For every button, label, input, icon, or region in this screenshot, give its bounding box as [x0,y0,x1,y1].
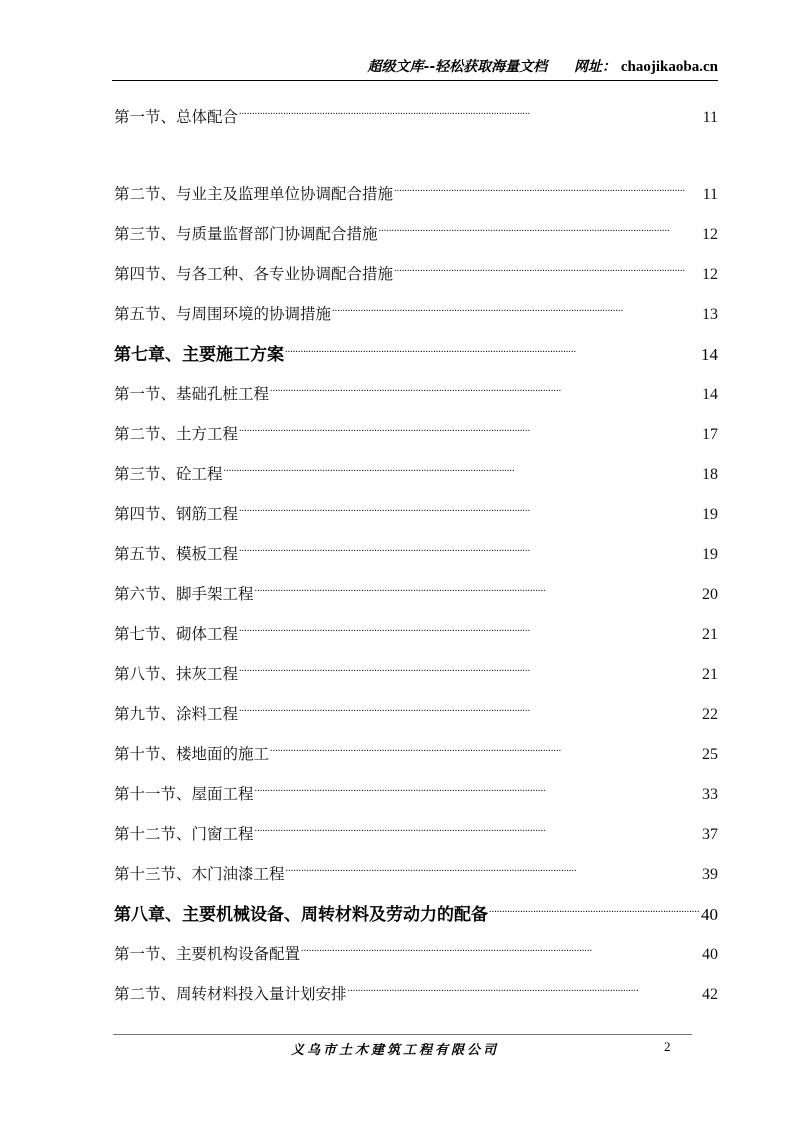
toc-chapter-entry[interactable] [114,334,718,365]
toc-entry-page: 21 [702,626,718,643]
toc-entry-title: 第五节、模板工程 [114,545,239,563]
toc-entry[interactable] [114,373,718,403]
toc-entry[interactable] [114,933,718,963]
toc-entry-page: 37 [702,826,718,843]
toc-entry-title: 第十节、楼地面的施工 [114,745,270,763]
toc-entry-page: 40 [702,946,718,963]
toc-entry-title: 第二节、与业主及监理单位协调配合措施 [114,185,394,203]
dot-leader [239,653,701,679]
dot-leader [239,533,701,559]
toc-entry[interactable] [114,96,718,126]
toc-entry[interactable] [114,653,718,683]
toc-entry-title: 第八节、抹灰工程 [114,665,239,683]
toc-chapter-entry[interactable] [114,894,718,925]
toc-entry-page: 40 [701,905,718,924]
toc-entry[interactable] [114,453,718,483]
toc-entry-page: 11 [702,186,718,203]
header-rule [112,80,718,81]
toc-entry-title: 第二节、周转材料投入量计划安排 [114,985,347,1003]
toc-entry[interactable] [114,773,718,803]
toc-entry[interactable] [114,573,718,603]
dot-leader [270,373,701,399]
toc-entry-title: 第七节、砌体工程 [114,625,239,643]
dot-leader [379,213,701,239]
toc-entry-title: 第一节、主要机构设备配置 [114,945,301,963]
toc-entry[interactable] [114,733,718,763]
toc-entry-title: 第十一节、屋面工程 [114,785,254,803]
dot-leader [348,973,701,999]
toc-entry[interactable] [114,973,718,1003]
dot-leader [394,173,702,199]
footer-page-number: 2 [664,1039,671,1054]
dot-leader [285,334,700,360]
toc-entry-title: 第四节、与各工种、各专业协调配合措施 [114,265,394,283]
toc-entry[interactable] [114,613,718,643]
toc-entry-page: 12 [702,266,718,283]
toc-entry-page: 19 [702,546,718,563]
toc-entry-title: 第十三节、木门油漆工程 [114,865,285,883]
dot-leader [239,96,702,122]
toc-entry-page: 13 [702,306,718,323]
toc-entry-page: 42 [702,986,718,1003]
toc-entry-title: 第一节、基础孔桩工程 [114,385,270,403]
dot-leader [270,733,701,759]
toc-entry[interactable] [114,253,718,283]
dot-leader [224,453,701,479]
toc-entry-title: 第八章、主要机械设备、周转材料及劳动力的配备 [114,905,488,925]
dot-leader [489,894,700,920]
header-url-label: 网址： [574,59,617,75]
toc-entry-title: 第四节、钢筋工程 [114,505,239,523]
toc-entry-page: 39 [702,866,718,883]
toc-entry-title: 第十二节、门窗工程 [114,825,254,843]
toc-entry-page: 19 [702,506,718,523]
toc-entry-title: 第九节、涂料工程 [114,705,239,723]
toc-entry[interactable] [114,813,718,843]
page-header [112,56,718,78]
toc-entry-title: 第七章、主要施工方案 [114,345,284,365]
header-url[interactable]: chaojikaoba.cn [620,59,718,75]
toc-entry-page: 25 [702,746,718,763]
toc-entry-page: 21 [702,666,718,683]
toc-entry[interactable] [114,493,718,523]
dot-leader [239,413,701,439]
toc-entry-page: 20 [702,586,718,603]
dot-leader [332,293,701,319]
toc-entry-title: 第三节、砼工程 [114,465,223,483]
toc-entry-title: 第五节、与周围环境的协调措施 [114,305,332,323]
toc-entry-page: 12 [702,226,718,243]
toc-entry[interactable] [114,853,718,883]
header-site-name: 超级文库--轻松获取海量文档 [367,59,548,75]
dot-leader [239,613,701,639]
toc-entry-title: 第二节、土方工程 [114,425,239,443]
toc-entry[interactable] [114,173,718,203]
toc-entry-page: 17 [702,426,718,443]
footer-company-name: 义乌市土木建筑工程有限公司 [290,1043,499,1058]
toc-entry-page: 14 [702,386,718,403]
toc-entry[interactable] [114,293,718,323]
toc-entry-page: 18 [702,466,718,483]
toc-entry-title: 第六节、脚手架工程 [114,585,254,603]
dot-leader [301,933,701,959]
dot-leader [239,493,701,519]
dot-leader [286,853,701,879]
toc-entry-page: 11 [702,109,718,126]
toc-entry-page: 22 [702,706,718,723]
toc-entry[interactable] [114,413,718,443]
toc-entry-title: 第三节、与质量监督部门协调配合措施 [114,225,378,243]
toc-entry-page: 33 [702,786,718,803]
toc-entry[interactable] [114,533,718,563]
toc-entry[interactable] [114,693,718,723]
toc-entry[interactable] [114,213,718,243]
footer-rule [113,1034,692,1035]
dot-leader [239,693,701,719]
toc-entry-page: 14 [701,345,718,364]
dot-leader [255,573,701,599]
dot-leader [255,773,701,799]
toc-entry-title: 第一节、总体配合 [114,108,239,126]
dot-leader [255,813,701,839]
dot-leader [394,253,701,279]
